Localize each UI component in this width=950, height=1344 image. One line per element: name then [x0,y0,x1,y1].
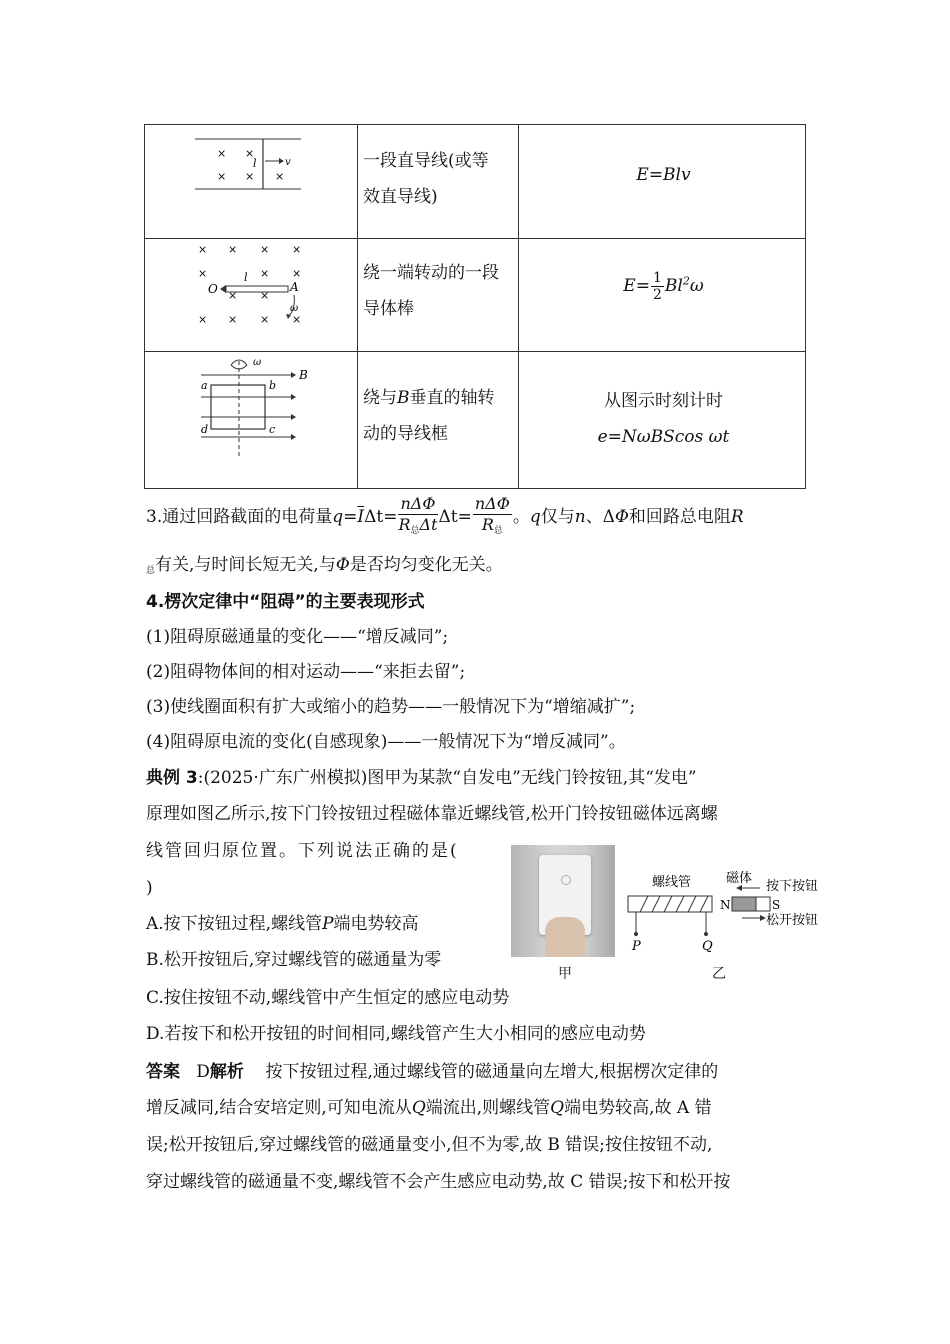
answer-line3: 误;松开按钮后,穿过螺线管的磁通量变小,但不为零,故 B 错误;按住按钮不动, [146,1135,713,1155]
length-label: l [253,157,257,170]
svg-text:×: × [228,313,238,326]
row1-desc: 一段直导线(或等 效直导线) [363,151,489,207]
svg-text:×: × [260,243,270,256]
analysis-label: 解析 [209,1062,244,1082]
answer-line1: 答案 D解析 按下按钮过程,通过螺线管的磁通量向左增大,根据楞次定律的 [146,1062,719,1082]
row3-desc: 绕与B垂直的轴转 动的导线框 [363,388,495,444]
corner-d: d [201,423,209,436]
rotating-rod-figure [190,239,320,349]
end-label: A [290,280,299,294]
row1-formula: E=Blv [636,165,691,185]
answer-line4: 穿过螺线管的磁通量不变,螺线管不会产生感应电动势,故 C 错误;按下和松开按 [146,1172,731,1192]
svg-text:×: × [292,313,302,326]
option-a: A.按下按钮过程,螺线管P端电势较高 [146,914,419,934]
field-cross: × [217,147,227,160]
answer-label: 答案 [146,1062,180,1082]
paragraph-charge: 3.通过回路截面的电荷量$q=\overline{I}\Delta t=$ $\frac{\text{nΔΦ}}{R_总\Delta t}$ Δt= $\frac{\text{nΔΦ}}{R_总}$ 。q仅与n、ΔΦ和回路总电阻R [146,494,744,536]
option-c: C.按住按钮不动,螺线管中产生恒定的感应电动势 [146,988,510,1008]
svg-text:×: × [228,289,238,302]
list-item: (3)使线圈面积有扩大或缩小的趋势——一般情况下为“增缩减扩”; [146,697,636,717]
corner-a: a [201,379,208,392]
example-line4: ) [146,878,153,898]
svg-text:×: × [292,243,302,256]
list-item: (2)阻碍物体间的相对运动——“来拒去留”; [146,662,466,682]
section-heading: 4.楞次定律中“阻碍”的主要表现形式 [146,592,425,612]
field-cross: × [245,147,255,160]
field-label: B [299,368,308,382]
field-cross: × [245,170,255,183]
rotating-loop-figure [195,353,315,463]
svg-text:×: × [292,267,302,280]
example-line2: 原理如图乙所示,按下门铃按钮过程磁体靠近螺线管,松开门铃按钮磁体远离螺 [146,804,718,824]
pivot-label: O [208,282,218,296]
release-label: 松开按钮 [766,913,819,928]
field-cross: × [275,170,285,183]
answer-value: D [196,1062,210,1082]
north-pole: N [720,898,731,912]
example-line1: 典例 3:(2025·广东广州模拟)图甲为某款“自发电”无线门铃按钮,其“发电” [146,768,697,788]
caption-right: 乙 [712,966,726,982]
logo-icon [561,875,571,885]
straight-wire-figure [185,133,315,193]
list-item: (1)阻碍原磁通量的变化——“增反减同”; [146,627,449,647]
svg-text:×: × [260,267,270,280]
omega-label: ω [253,357,262,368]
table-divider [518,125,519,488]
omega-label: ω [290,303,299,314]
corner-b: b [269,379,277,392]
terminal-q: Q [702,939,713,954]
svg-text:×: × [198,243,208,256]
svg-text:×: × [198,313,208,326]
formula-table [144,124,806,489]
velocity-label: v [285,157,291,168]
south-pole: S [772,898,781,912]
option-d: D.若按下和松开按钮的时间相同,螺线管产生大小相同的感应电动势 [146,1024,646,1044]
length-label: l [244,271,248,284]
option-b: B.松开按钮后,穿过螺线管的磁通量为零 [146,950,442,970]
svg-text:×: × [260,313,270,326]
table-divider [145,351,805,352]
svg-text:×: × [228,243,238,256]
example-line3: 线管回归原位置。下列说法正确的是( [146,841,459,861]
list-item: (4)阻碍原电流的变化(自感现象)——一般情况下为“增反减同”。 [146,732,626,752]
table-divider [357,125,358,488]
corner-c: c [269,423,276,436]
solenoid-label: 螺线管 [652,875,692,890]
field-cross: × [217,170,227,183]
terminal-p: P [632,939,641,954]
finger [545,917,585,957]
row2-formula: E= $\frac{1}{2}$ Bl$^2$ω [623,270,704,303]
magnet-label: 磁体 [726,871,753,886]
solenoid-diagram [622,868,832,968]
press-label: 按下按钮 [766,879,819,894]
row2-desc: 绕一端转动的一段 导体棒 [363,263,499,319]
doorbell-photo [511,845,615,957]
example-label: 典例 3 [146,768,198,788]
paragraph-charge-line2: $_总$有关,与时间长短无关,与Φ是否均匀变化无关。 [146,555,503,576]
answer-line2: 增反减同,结合安培定则,可知电流从Q端流出,则螺线管Q端电势较高,故 A 错 [146,1098,712,1118]
caption-left: 甲 [558,966,572,982]
svg-text:×: × [198,267,208,280]
row3-formula: 从图示时刻计时 e=NωBScos ωt [597,391,730,447]
svg-text:×: × [260,289,270,302]
